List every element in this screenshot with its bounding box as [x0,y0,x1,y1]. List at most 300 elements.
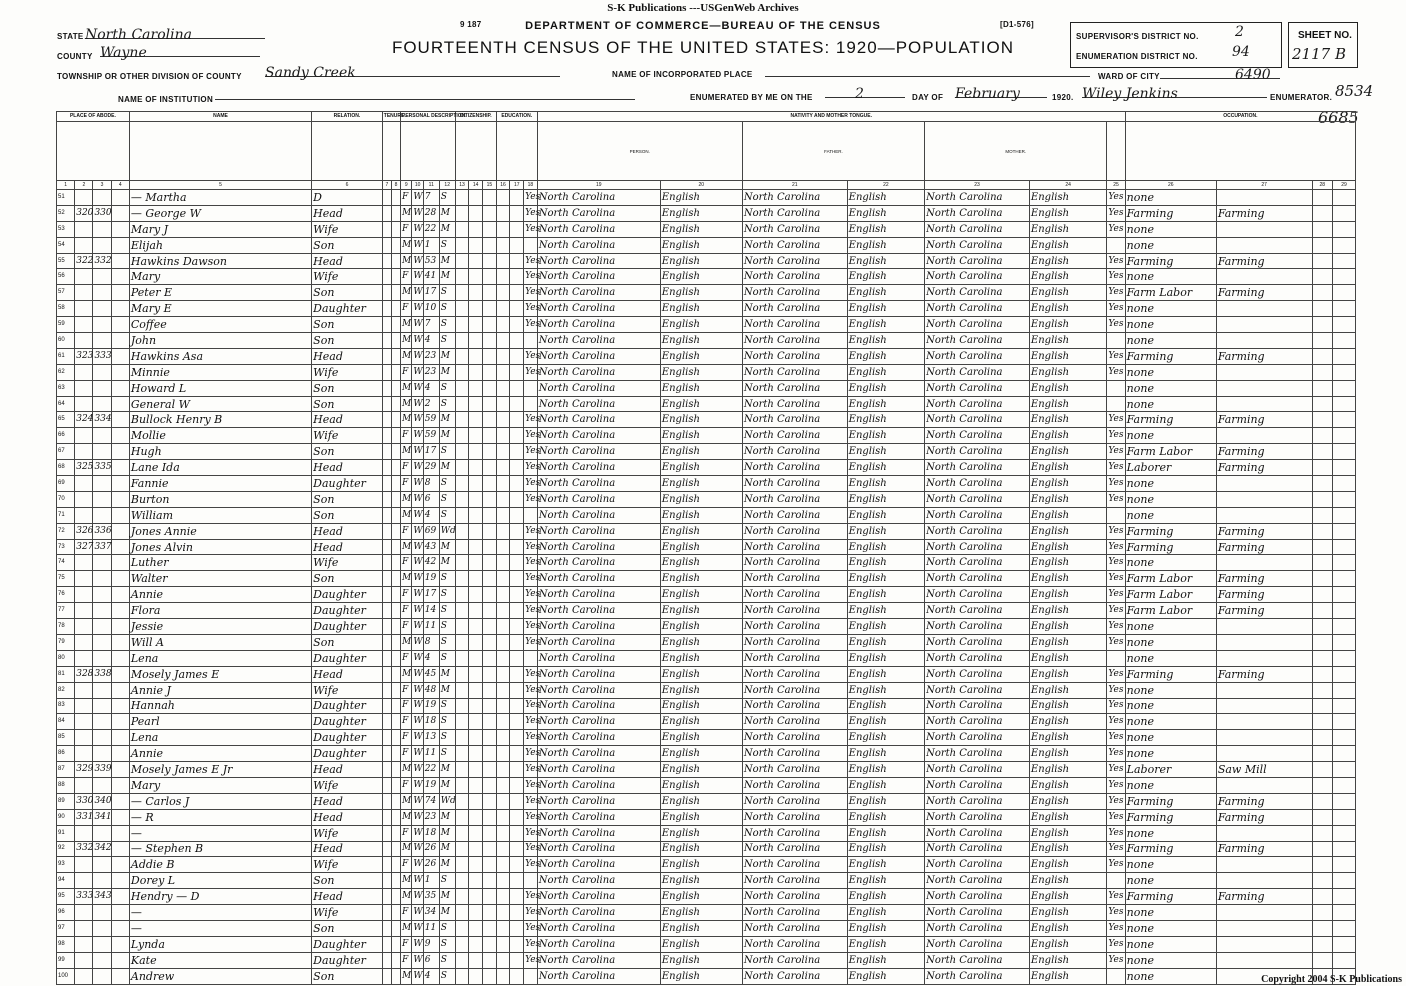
cell-ms: S [439,698,455,714]
table-row [57,873,1356,889]
cell-f_birth: North Carolina [742,968,847,984]
cell-m_tongue: English [1029,571,1106,587]
cell-sex: M [401,380,412,396]
cell-eng: Yes [524,444,538,460]
cell-f_birth: North Carolina [742,682,847,698]
cell-eng: Yes [1107,952,1125,968]
cell-name: Mary [129,269,311,285]
table-cell [1312,730,1333,746]
cell-eng: Yes [524,412,538,428]
column-number: 28 [1312,181,1333,190]
cell-f_tongue: English [847,762,924,778]
table-cell [483,889,497,905]
table-cell [391,968,400,984]
cell-race: W [412,603,423,619]
table-cell [455,762,469,778]
cell-rel: Head [312,348,383,364]
cell-fam [93,380,111,396]
table-cell [469,825,483,841]
cell-race: W [412,825,423,841]
table-cell [391,555,400,571]
cell-ind [1216,190,1312,206]
cell-ind [1216,714,1312,730]
cell-race: W [412,205,423,221]
table-cell [469,396,483,412]
table-cell [111,730,129,746]
table-row [57,571,1356,587]
cell-dw [75,380,93,396]
table-cell [469,619,483,635]
cell-occ: Farming [1125,523,1216,539]
cell-ms: M [439,825,455,841]
cell-ms: S [439,619,455,635]
table-cell [1333,190,1356,206]
table-cell [382,460,391,476]
cell-eng: Yes [524,539,538,555]
cell-m_birth: North Carolina [925,841,1030,857]
table-cell [1312,936,1333,952]
cell-eng: Yes [524,714,538,730]
table-cell [496,412,510,428]
cell-f_birth: North Carolina [742,730,847,746]
cell-ind [1216,682,1312,698]
table-cell [111,348,129,364]
table-cell [496,269,510,285]
table-cell [455,253,469,269]
cell-race: W [412,746,423,762]
cell-name: Mary J [129,221,311,237]
column-number: 7 [382,181,391,190]
cell-name: Minnie [129,364,311,380]
table-cell [469,634,483,650]
cell-tongue: English [660,269,742,285]
table-cell [469,762,483,778]
cell-m_tongue: English [1029,412,1106,428]
table-cell [496,936,510,952]
cell-race: W [412,762,423,778]
cell-f_birth: North Carolina [742,952,847,968]
cell-eng [1107,237,1125,253]
table-cell [391,873,400,889]
table-cell [510,587,524,603]
cell-rel: Son [312,380,383,396]
cell-ms: M [439,364,455,380]
citizenship-subheader [455,122,496,181]
cell-m_birth: North Carolina [925,476,1030,492]
table-cell [496,809,510,825]
cell-dw [75,603,93,619]
row-number: 82 [57,682,75,698]
table-cell [1312,555,1333,571]
cell-m_tongue: English [1029,650,1106,666]
row-number: 57 [57,285,75,301]
cell-fam [93,476,111,492]
cell-eng: Yes [524,460,538,476]
cell-occ: Farm Labor [1125,444,1216,460]
cell-sex: F [401,650,412,666]
district-box [1070,22,1282,68]
cell-f_tongue: English [847,777,924,793]
row-number: 92 [57,841,75,857]
table-cell [1333,507,1356,523]
table-row [57,348,1356,364]
cell-f_tongue: English [847,253,924,269]
cell-m_birth: North Carolina [925,317,1030,333]
cell-ind: Farming [1216,460,1312,476]
table-cell [111,746,129,762]
table-cell [1333,523,1356,539]
cell-f_tongue: English [847,730,924,746]
cell-occ: Farming [1125,889,1216,905]
table-cell [382,793,391,809]
table-cell [391,523,400,539]
cell-fam: 340 [93,793,111,809]
cell-m_tongue: English [1029,428,1106,444]
cell-f_tongue: English [847,698,924,714]
table-cell [469,746,483,762]
cell-eng [524,380,538,396]
table-cell [496,253,510,269]
cell-ms: S [439,571,455,587]
table-cell [455,634,469,650]
cell-occ: none [1125,507,1216,523]
cell-fam [93,603,111,619]
cell-ms: S [439,746,455,762]
cell-fam [93,190,111,206]
cell-eng: Yes [1107,253,1125,269]
table-cell [469,507,483,523]
cell-name: Mary E [129,301,311,317]
enumerated-label: ENUMERATED BY ME ON THE [690,93,813,102]
cell-ind [1216,777,1312,793]
table-cell [455,571,469,587]
table-cell [469,523,483,539]
table-cell [510,682,524,698]
table-cell [483,952,497,968]
cell-f_tongue: English [847,873,924,889]
cell-rel: Daughter [312,301,383,317]
cell-eng: Yes [524,587,538,603]
table-cell [455,444,469,460]
table-cell [391,190,400,206]
cell-dw [75,396,93,412]
column-number: 20 [660,181,742,190]
row-number: 97 [57,920,75,936]
cell-m_birth: North Carolina [925,698,1030,714]
table-cell [455,952,469,968]
table-cell [455,777,469,793]
table-cell [510,301,524,317]
cell-race: W [412,539,423,555]
table-row [57,491,1356,507]
table-cell [510,889,524,905]
table-cell [111,714,129,730]
table-cell [1333,491,1356,507]
table-cell [382,650,391,666]
cell-f_tongue: English [847,428,924,444]
table-cell [510,476,524,492]
cell-occ: none [1125,936,1216,952]
cell-dw [75,746,93,762]
enumerator-label: ENUMERATOR. [1270,93,1333,102]
cell-f_tongue: English [847,746,924,762]
table-cell [1333,952,1356,968]
cell-birth: North Carolina [537,190,660,206]
table-cell [382,730,391,746]
cell-eng: Yes [524,952,538,968]
cell-m_birth: North Carolina [925,857,1030,873]
table-cell [483,857,497,873]
cell-m_tongue: English [1029,809,1106,825]
table-cell [1312,539,1333,555]
cell-age: 59 [423,428,439,444]
table-cell [510,412,524,428]
table-cell [510,793,524,809]
cell-rel: Head [312,666,383,682]
cell-m_tongue: English [1029,333,1106,349]
tenure-subheader [382,122,400,181]
table-cell [111,889,129,905]
cell-f_birth: North Carolina [742,857,847,873]
cell-f_birth: North Carolina [742,793,847,809]
cell-ind [1216,237,1312,253]
table-cell [382,253,391,269]
cell-sex: M [401,285,412,301]
cell-occ: none [1125,746,1216,762]
cell-f_birth: North Carolina [742,253,847,269]
cell-eng: Yes [524,920,538,936]
cell-fam: 337 [93,539,111,555]
table-cell [391,857,400,873]
table-cell [496,523,510,539]
cell-eng: Yes [1107,714,1125,730]
cell-occ: Farming [1125,841,1216,857]
table-cell [455,237,469,253]
state-label: STATE [57,32,84,41]
cell-eng: Yes [524,666,538,682]
table-cell [469,777,483,793]
table-cell [510,952,524,968]
cell-f_tongue: English [847,714,924,730]
cell-rel: Son [312,444,383,460]
table-cell [510,571,524,587]
table-cell [1312,269,1333,285]
table-cell [496,205,510,221]
cell-ind: Farming [1216,412,1312,428]
table-cell [1312,905,1333,921]
cell-m_birth: North Carolina [925,428,1030,444]
cell-rel: Son [312,920,383,936]
table-cell [391,333,400,349]
cell-occ: Laborer [1125,460,1216,476]
table-cell [469,841,483,857]
cell-age: 6 [423,952,439,968]
table-cell [483,698,497,714]
table-cell [469,714,483,730]
cell-m_tongue: English [1029,348,1106,364]
cell-eng: Yes [1107,730,1125,746]
cell-birth: North Carolina [537,936,660,952]
table-cell [382,619,391,635]
cell-fam: 339 [93,762,111,778]
cell-age: 4 [423,507,439,523]
cell-fam [93,634,111,650]
cell-ms: M [439,857,455,873]
cell-f_birth: North Carolina [742,634,847,650]
table-cell [391,285,400,301]
cell-eng: Yes [524,619,538,635]
cell-dw [75,269,93,285]
table-cell [469,857,483,873]
table-cell [496,587,510,603]
table-cell [455,714,469,730]
table-cell [382,285,391,301]
table-cell [1312,301,1333,317]
row-number: 54 [57,237,75,253]
cell-age: 74 [423,793,439,809]
cell-birth: North Carolina [537,253,660,269]
table-cell [483,348,497,364]
table-cell [1312,650,1333,666]
cell-m_birth: North Carolina [925,762,1030,778]
cell-name: Jones Alvin [129,539,311,555]
cell-race: W [412,348,423,364]
table-cell [382,952,391,968]
table-cell [455,460,469,476]
table-cell [455,476,469,492]
table-cell [510,857,524,873]
cell-race: W [412,333,423,349]
cell-tongue: English [660,762,742,778]
cell-age: 1 [423,237,439,253]
table-cell [483,587,497,603]
cell-ind [1216,825,1312,841]
table-cell [469,936,483,952]
cell-ms: M [439,253,455,269]
cell-rel: Head [312,809,383,825]
table-cell [455,905,469,921]
table-cell [391,650,400,666]
cell-tongue: English [660,682,742,698]
cell-m_tongue: English [1029,889,1106,905]
table-cell [382,555,391,571]
cell-ms: Wd [439,793,455,809]
cell-f_tongue: English [847,889,924,905]
table-cell [455,793,469,809]
cell-m_birth: North Carolina [925,491,1030,507]
table-cell [382,205,391,221]
table-row [57,809,1356,825]
cell-m_tongue: English [1029,666,1106,682]
cell-race: W [412,428,423,444]
table-cell [1333,936,1356,952]
col-group-relation: RELATION. [312,112,383,122]
cell-m_tongue: English [1029,205,1106,221]
table-cell [391,253,400,269]
cell-m_tongue: English [1029,603,1106,619]
table-cell [391,952,400,968]
table-cell [483,301,497,317]
cell-m_tongue: English [1029,221,1106,237]
cell-ind [1216,476,1312,492]
cell-occ: none [1125,714,1216,730]
table-cell [1312,857,1333,873]
table-cell [510,396,524,412]
cell-f_birth: North Carolina [742,920,847,936]
table-cell [111,762,129,778]
cell-f_birth: North Carolina [742,936,847,952]
cell-m_birth: North Carolina [925,809,1030,825]
cell-f_tongue: English [847,825,924,841]
table-cell [496,460,510,476]
table-cell [510,205,524,221]
table-cell [455,317,469,333]
cell-sex: F [401,460,412,476]
table-cell [1312,619,1333,635]
cell-dw: 333 [75,889,93,905]
cell-rel: Wife [312,905,383,921]
table-cell [455,491,469,507]
cell-occ: none [1125,682,1216,698]
cell-dw [75,301,93,317]
table-cell [382,634,391,650]
table-cell [111,809,129,825]
table-cell [1333,905,1356,921]
column-number: 13 [455,181,469,190]
cell-tongue: English [660,507,742,523]
cell-ms: M [439,460,455,476]
cell-f_birth: North Carolina [742,221,847,237]
table-cell [382,539,391,555]
row-number: 98 [57,936,75,952]
table-cell [111,793,129,809]
table-cell [483,221,497,237]
cell-occ: Farm Labor [1125,571,1216,587]
cell-m_birth: North Carolina [925,619,1030,635]
cell-ind: Farming [1216,571,1312,587]
row-number: 51 [57,190,75,206]
cell-f_birth: North Carolina [742,348,847,364]
cell-race: W [412,523,423,539]
column-number: 25 [1107,181,1125,190]
table-cell [111,205,129,221]
cell-f_tongue: English [847,317,924,333]
cell-fam [93,221,111,237]
table-cell [510,936,524,952]
table-cell [1333,285,1356,301]
cell-m_tongue: English [1029,968,1106,984]
table-cell [510,507,524,523]
cell-fam: 334 [93,412,111,428]
cell-f_tongue: English [847,809,924,825]
table-cell [391,412,400,428]
cell-rel: Head [312,889,383,905]
table-cell [391,920,400,936]
table-cell [1333,253,1356,269]
table-cell [496,841,510,857]
cell-eng [524,333,538,349]
cell-birth: North Carolina [537,968,660,984]
table-cell [483,825,497,841]
table-cell [455,333,469,349]
table-cell [496,285,510,301]
table-cell [469,428,483,444]
cell-ms: Wd [439,523,455,539]
cell-f_tongue: English [847,905,924,921]
column-number: 9 [401,181,412,190]
cell-age: 4 [423,968,439,984]
cell-ind [1216,746,1312,762]
